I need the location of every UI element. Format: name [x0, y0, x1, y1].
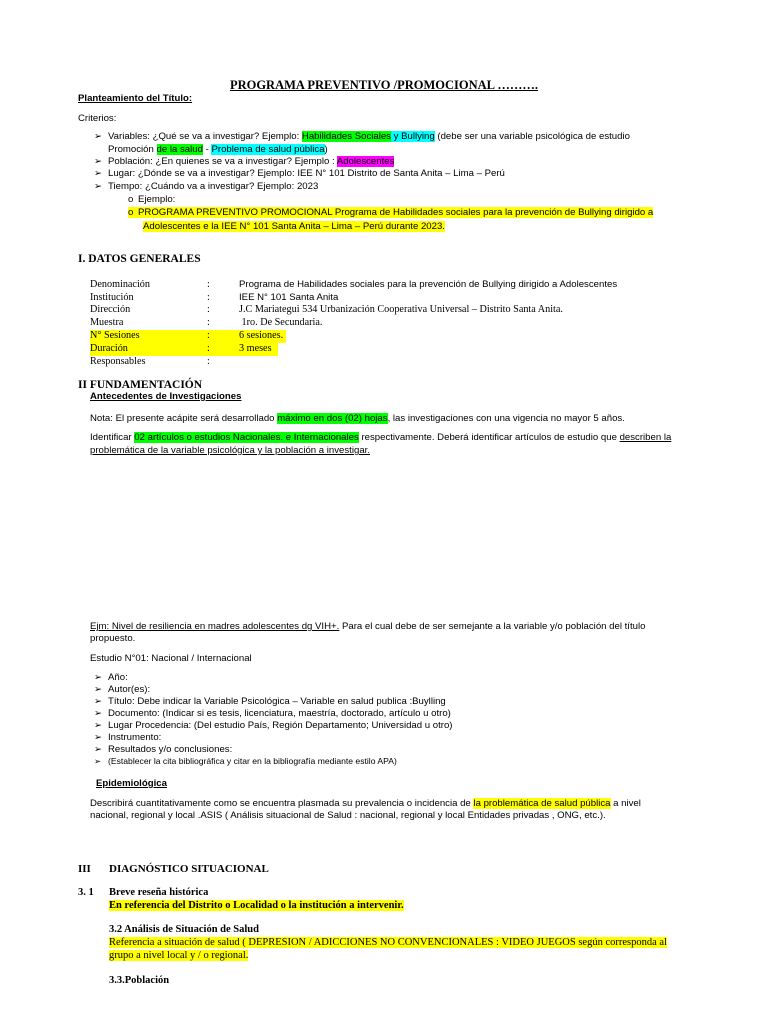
arrow-bullet-icon: ➢ [94, 744, 103, 755]
datos-label: N° Sesiones [90, 330, 140, 341]
list-item: ➢ Título: Debe indicar la Variable Psicológica – Variable en salud publica :Buylling [94, 696, 446, 707]
sub-bullet-ejemplo: o Ejemplo: [128, 194, 176, 205]
arrow-bullet-icon: ➢ [94, 672, 103, 683]
arrow-bullet-icon: ➢ [94, 131, 103, 142]
datos-row [90, 330, 286, 343]
describira-paragraph: Describirá cuantitativamente como se encuentra plasmada su prevalencia o incidencia de la problemática de salud pública a nivel [90, 798, 641, 809]
arrow-bullet-icon: ➢ [94, 720, 103, 731]
datos-label: Responsables [90, 356, 146, 367]
estudio-label: Estudio N°01: Nacional / Internacional [90, 653, 252, 664]
arrow-bullet-icon: ➢ [94, 156, 103, 167]
datos-label: Duración [90, 342, 128, 354]
datos-sep: : [207, 316, 210, 328]
section-3-1-text: En referencia del Distrito o Localidad o la institución a intervenir. [109, 900, 404, 911]
section-3-1-title: Breve reseña histórica [109, 887, 209, 898]
arrow-bullet-icon: ➢ [94, 168, 103, 179]
list-item: ➢ Instrumento: [94, 732, 162, 743]
datos-sep: : [207, 330, 210, 341]
datos-value: Programa de Habilidades sociales para la prevención de Bullying dirigido a Adolescentes [239, 279, 618, 290]
datos-value: 3 meses [239, 342, 272, 354]
arrow-bullet-icon: ➢ [94, 181, 103, 192]
datos-value: IEE N° 101 Santa Anita [239, 291, 339, 303]
describira-paragraph-cont: nacional, regional y local .ASIS ( Análisis situacional de Salud : nacional, regional y local Entidades privadas , ONG, etc.). [90, 810, 606, 821]
section-3-2-text-cont: grupo a nivel local y / o regional. [109, 950, 249, 961]
datos-label: Muestra [90, 316, 124, 328]
planteamiento-heading: Planteamiento del Título: [78, 93, 193, 104]
list-item: ➢ (Establecer la cita bibliográfica y citar en la bibliografía mediante estilo APA) [94, 756, 397, 766]
diagnostico-heading-number: III [78, 863, 91, 875]
criterios-label: Criterios: [78, 113, 117, 124]
arrow-bullet-icon: ➢ [94, 696, 103, 707]
circle-bullet-icon: o [128, 194, 134, 205]
datos-sep: : [207, 279, 210, 290]
datos-heading: I. DATOS GENERALES [78, 253, 201, 265]
identificar-paragraph-cont: problemática de la variable psicológica y la población a investigar. [90, 445, 370, 456]
list-item: ➢ Autor(es): [94, 684, 151, 695]
diagnostico-heading: DIAGNÓSTICO SITUACIONAL [109, 863, 269, 875]
datos-sep: : [207, 304, 210, 315]
sub-bullet-ejemplo-text-cont: Adolescentes e la IEE N° 101 Santa Anita – Lima – Perú durante 2023. [143, 221, 445, 232]
section-3-2-text: Referencia a situación de salud ( DEPRESION / ADICCIONES NO CONVENCIONALES : VIDEO JUEGOS según corresponda al [109, 937, 667, 948]
list-item: ➢ Documento: (Indicar si es tesis, licenciatura, maestría, doctorado, artículo u otro) [94, 708, 451, 719]
bullet-lugar: ➢ Lugar: ¿Dónde se va a investigar? Ejemplo: IEE N° 101 Distrito de Santa Anita – Lima – Perú [94, 168, 505, 179]
page-title: PROGRAMA PREVENTIVO /PROMOCIONAL ………. [229, 78, 539, 92]
datos-sep: : [207, 291, 210, 303]
epidemiologica-heading: Epidemiológica [96, 778, 167, 789]
section-3-2-title: 3.2 Análisis de Situación de Salud [109, 924, 259, 935]
bullet-tiempo: ➢ Tiempo: ¿Cuándo va a investigar? Ejemplo: 2023 [94, 181, 319, 192]
datos-label: Denominación [90, 279, 150, 290]
circle-bullet-icon: o [128, 207, 138, 218]
nota-paragraph: Nota: El presente acápite será desarrollado máximo en dos (02) hojas, las investigaciones con una vigencia no mayor 5 años. [90, 413, 625, 424]
fundamentacion-heading: II FUNDAMENTACIÓN [78, 379, 203, 391]
list-item: ➢ Año: [94, 672, 128, 683]
arrow-bullet-icon: ➢ [94, 708, 103, 719]
datos-sep: : [207, 356, 210, 367]
ejm-paragraph: Ejm: Nivel de resiliencia en madres adolescentes dg VIH+. Para el cual debe de ser semejante a la variable y/o población del título [90, 621, 646, 632]
identificar-paragraph: Identificar 02 artículos o estudios Nacionales. e Internacionales respectivamente. Deberá identificar artículos de estudio que describen la [90, 432, 672, 443]
datos-value: 1ro. De Secundaria. [239, 316, 323, 328]
arrow-bullet-icon: ➢ [94, 756, 102, 766]
bullet-variables: ➢ Variables: ¿Qué se va a investigar? Ejemplo: Habilidades Sociales y Bullying (debe ser una variable psicológica de estudio [94, 131, 630, 142]
list-item: ➢ Resultados y/o conclusiones: [94, 744, 233, 755]
section-3-3-title: 3.3.Población [109, 975, 170, 986]
datos-sep: : [207, 342, 210, 354]
sub-bullet-ejemplo-text: o PROGRAMA PREVENTIVO PROMOCIONAL Programa de Habilidades sociales para la prevención de Bullying dirigido a [128, 207, 654, 218]
bullet-variables-cont: Promoción de la salud - Problema de salud pública) [108, 144, 328, 155]
bullet-poblacion: ➢ Población: ¿En quienes se va a investigar? Ejemplo : Adolescentes [94, 156, 395, 167]
datos-label: Institución [90, 291, 134, 303]
arrow-bullet-icon: ➢ [94, 732, 103, 743]
antecedentes-heading: Antecedentes de Investigaciones [90, 391, 242, 402]
arrow-bullet-icon: ➢ [94, 684, 103, 695]
datos-label: Dirección [90, 304, 131, 315]
list-item: ➢ Lugar Procedencia: (Del estudio País, Región Departamento; Universidad u otro) [94, 720, 453, 731]
datos-value: J.C Mariategui 534 Urbanización Cooperativa Universal – Distrito Santa Anita. [239, 304, 563, 315]
datos-row [90, 343, 278, 356]
datos-value: 6 sesiones. [239, 330, 284, 341]
ejm-paragraph-cont: propuesto. [90, 633, 136, 644]
section-3-1-number: 3. 1 [78, 887, 94, 898]
